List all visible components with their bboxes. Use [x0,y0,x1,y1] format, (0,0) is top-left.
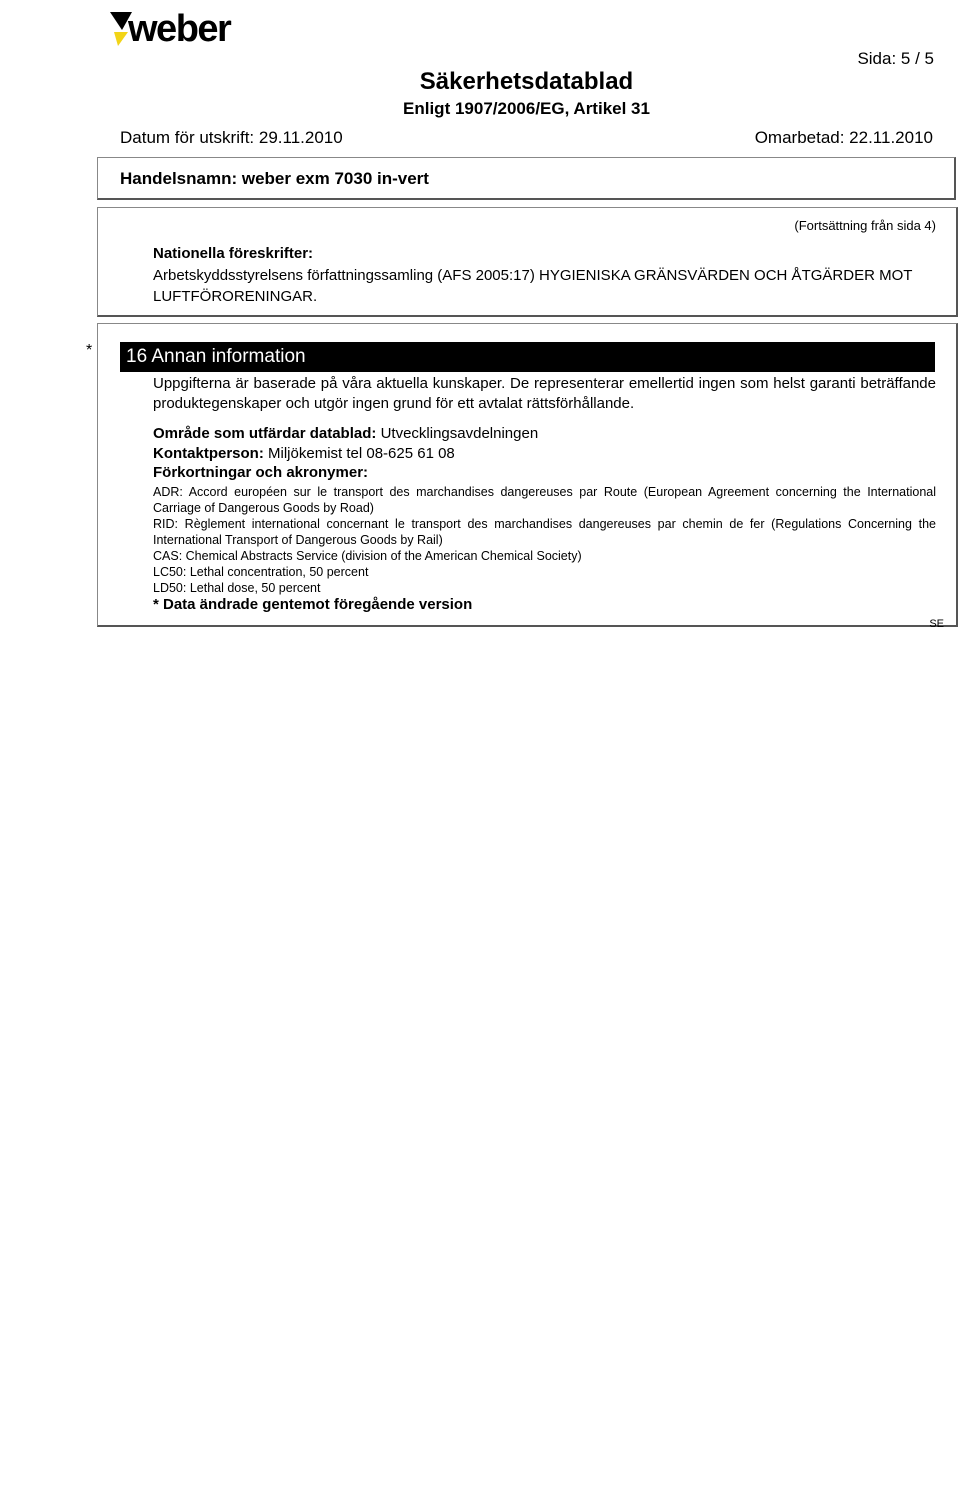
abbreviations-heading: Förkortningar och akronymer: [153,464,369,481]
issuing-value: Utvecklingsavdelningen [380,425,539,442]
national-regulations-heading: Nationella föreskrifter: [153,245,314,262]
abbreviation-item: LC50: Lethal concentration, 50 percent [153,565,369,579]
issuing-department [153,425,538,442]
issuing-label: Område som utfärdar datablad: [153,425,377,442]
section-16-intro: Uppgifterna är baserade på våra aktuella kunskaper. De representerar emellertid ingen som helst garanti beträffande produktegenskaper och utgör ingen grund för ett avtalat rättsförhållande. [153,375,936,412]
page-number: Sida: 5 / 5 [857,49,934,68]
logo-text: weber [128,8,231,50]
document-subtitle: Enligt 1907/2006/EG, Artikel 31 [403,99,650,118]
changed-data-note: * Data ändrade gentemot föregående version [153,596,473,613]
national-regulations-text: Arbetskyddsstyrelsens författningssamling (AFS 2005:17) HYGIENISKA GRÄNSVÄRDEN OCH ÅTGÄRDER MOT LUFTFÖRORENINGAR. [153,267,913,305]
abbreviation-item: ADR: Accord européen sur le transport des marchandises dangereuses par Route (European Agreement concerning the International Carriage of Dangerous Goods by Road) [153,485,936,515]
weber-logo [108,6,258,52]
continuation-note: (Fortsättning från sida 4) [794,218,936,233]
section-16-title: 16 Annan information [120,342,935,372]
trade-name: Handelsnamn: weber exm 7030 in-vert [120,169,429,188]
contact-label: Kontaktperson: [153,445,264,462]
print-date: Datum för utskrift: 29.11.2010 [120,128,343,147]
contact-value: Miljökemist tel 08-625 61 08 [268,445,455,462]
document-title: Säkerhetsdatablad [419,68,634,95]
change-marker: * [86,342,93,359]
abbreviations-list [153,484,936,596]
contact-person [153,445,455,462]
abbreviation-item: RID: Règlement international concernant le transport des marchandises dangereuses par chemin de fer (Regulations Concerning the International Transport of Dangerous Goods by Rail) [153,517,936,547]
language-code: SE [929,618,944,630]
abbreviation-item: LD50: Lethal dose, 50 percent [153,581,321,595]
revised-date: Omarbetad: 22.11.2010 [754,128,933,147]
abbreviation-item: CAS: Chemical Abstracts Service (division of the American Chemical Society) [153,549,582,563]
